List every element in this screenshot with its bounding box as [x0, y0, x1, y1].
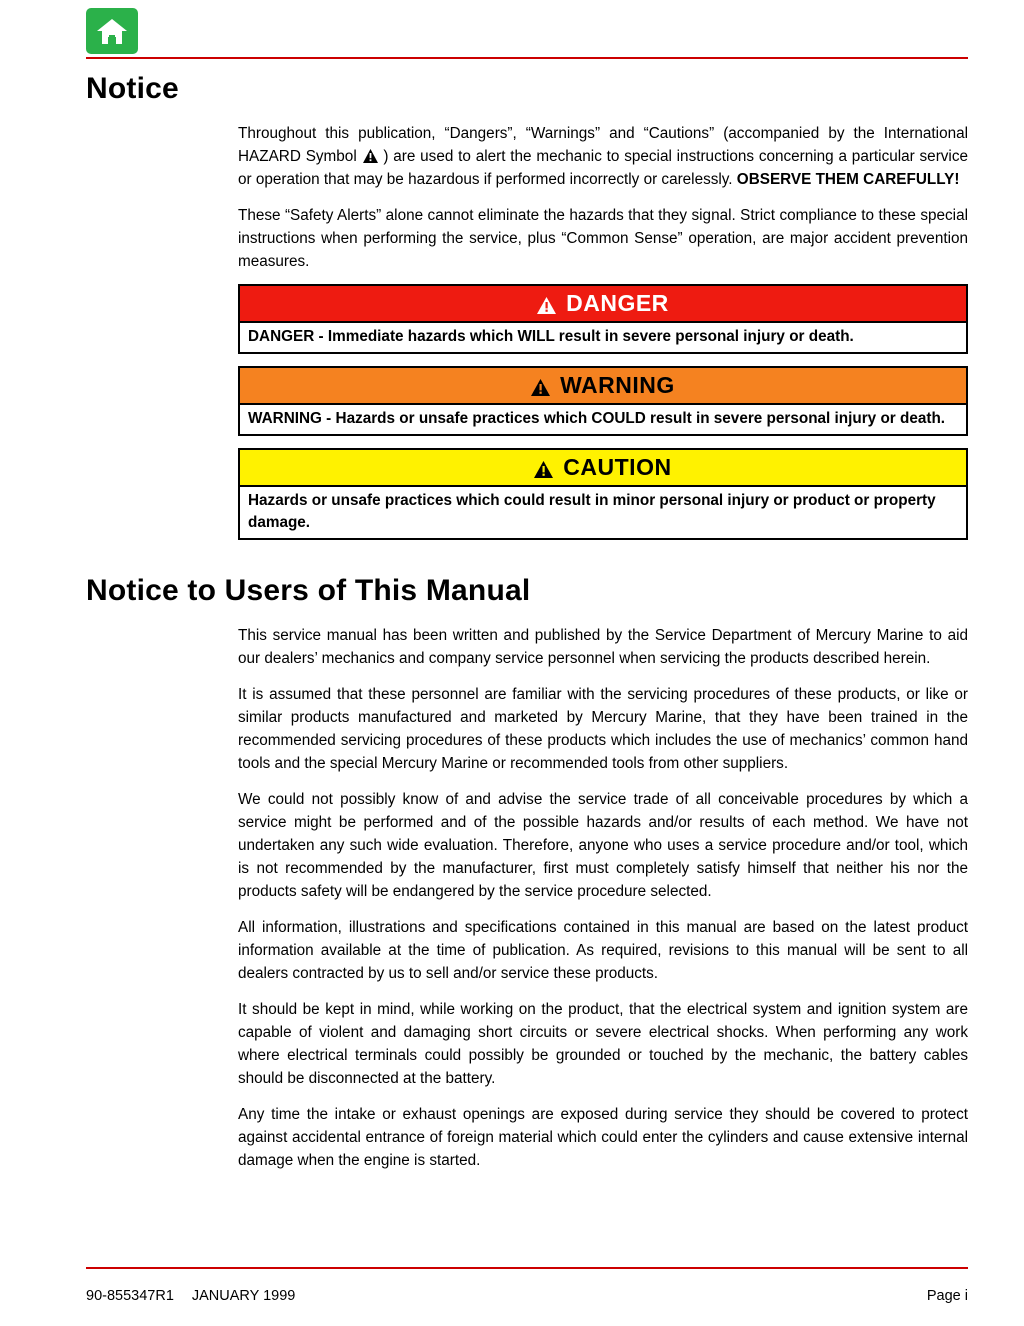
notice-to-users-body [238, 624, 968, 1172]
footer-document-number: 90-855347R1 [86, 1288, 174, 1304]
alert-text-caution: Hazards or unsafe practices which could result in minor personal injury or product or property damage. [248, 492, 936, 531]
notice-paragraph-1-emphasis: OBSERVE THEM CAREFULLY! [736, 171, 960, 188]
alert-bar-danger [240, 286, 966, 323]
hazard-triangle-icon [363, 147, 378, 161]
alert-text-warning: WARNING - Hazards or unsafe practices which COULD result in severe personal injury or death. [248, 410, 946, 427]
alert-text-danger: DANGER - Immediate hazards which WILL result in severe personal injury or death. [248, 328, 854, 345]
alert-bar-warning [240, 368, 966, 405]
hazard-triangle-icon [534, 457, 560, 483]
hazard-triangle-icon [537, 293, 563, 319]
alert-box-danger [238, 284, 968, 354]
footer-left [86, 1288, 313, 1304]
footer-divider [86, 1267, 968, 1269]
page-title-notice-to-users: Notice to Users of This Manual [86, 574, 531, 607]
alert-label-danger: DANGER [566, 290, 669, 316]
manual-paragraph: It should be kept in mind, while working on the product, that the electrical system and ignition system are capable of violent and damaging short circuits or severe electrical shocks. When performing any work where electrical terminals could possibly be grounded or touched by the mechanic, the battery cables should be disconnected at the battery. [238, 1001, 968, 1087]
manual-paragraph: It is assumed that these personnel are familiar with the servicing procedures of these products, or like or similar products manufactured and marketed by Mercury Marine, that they have been trained in the recommended servicing procedures of these products which includes the use of mechanics’ common hand tools and the special Mercury Marine or recommended tools from other suppliers. [238, 686, 968, 772]
header-divider [86, 57, 968, 59]
manual-paragraph: We could not possibly know of and advise the service trade of all conceivable procedures by which a service might be performed and of the possible hazards and/or results of each method. We have not undertaken any such wide evaluation. Therefore, anyone who uses a service procedure and/or tool, which is not recommended by the manufacturer, first must completely satisfy himself that neither his nor the products safety will be endangered by the service procedure selected. [238, 791, 968, 900]
page-footer [86, 1288, 968, 1304]
page-header [0, 0, 1024, 58]
alert-box-list [238, 284, 968, 540]
alert-box-warning [238, 366, 968, 436]
manual-paragraph: This service manual has been written and published by the Service Department of Mercury Marine to aid our dealers’ mechanics and company service personnel when servicing the products described herein. [238, 627, 968, 667]
page-title-notice: Notice [86, 72, 179, 105]
home-icon[interactable] [86, 8, 138, 54]
notice-paragraph-1-part-1: Throughout this publication, “Dangers”, “Warnings” and “Cautions” (accompanied by the International HAZARD Symbol [238, 125, 968, 165]
notice-paragraph-1 [238, 122, 968, 191]
notice-body [238, 122, 968, 273]
manual-paragraph: Any time the intake or exhaust openings are exposed during service they should be covered to protect against accidental entrance of foreign material which could enter the cylinders and cause extensive internal damage when the engine is started. [238, 1106, 968, 1169]
alert-label-warning: WARNING [560, 372, 675, 398]
manual-paragraph: All information, illustrations and specifications contained in this manual are based on the latest product information available at the time of publication. As required, revisions to this manual will be sent to all dealers contracted by us to sell and/or service these products. [238, 919, 968, 982]
hazard-triangle-icon [531, 375, 557, 401]
footer-page-number: Page i [926, 1288, 968, 1304]
notice-paragraph-1-part-2: ) are used to alert the mechanic to special instructions concerning a particular service or operation that may be hazardous if performed incorrectly or carelessly. [238, 148, 968, 188]
alert-box-caution [238, 448, 968, 540]
notice-paragraph-2: These “Safety Alerts” alone cannot eliminate the hazards that they signal. Strict compliance to these special instructions when performing the service, plus “Common Sense” operation, are major accident prevention measures. [238, 207, 968, 270]
alert-bar-caution [240, 450, 966, 487]
footer-date: JANUARY 1999 [191, 1288, 296, 1304]
alert-label-caution: CAUTION [563, 454, 672, 480]
